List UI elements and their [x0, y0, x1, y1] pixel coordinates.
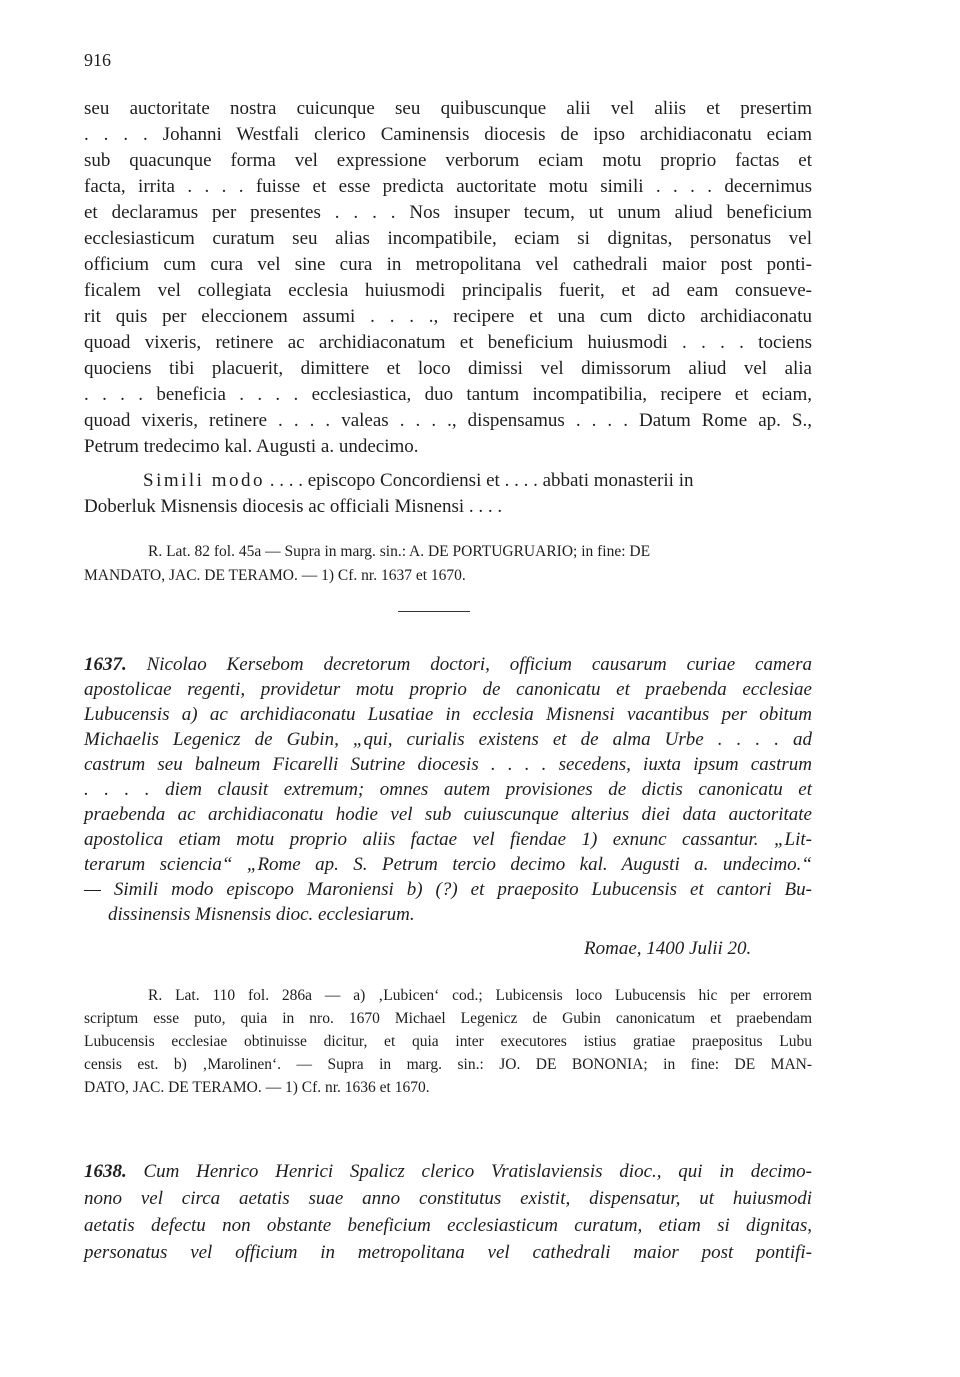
- prev-entry-line: facta, irrita . . . . fuisse et esse predicta auctoritate motu simili . . . . decernimus: [84, 176, 812, 197]
- prev-entry-line: ecclesiasticum curatum seu alias incompatibile, eciam si dignitas, personatus vel: [84, 228, 812, 249]
- simili-line: [143, 469, 693, 493]
- entry-1637-footnote-line: scriptum esse puto, quia in nro. 1670 Michael Legenicz de Gubin canonicatum et praebendam: [84, 1010, 812, 1027]
- prev-entry-line: . . . . beneficia . . . . ecclesiastica, duo tantum incompatibilia, recipere et eciam,: [84, 384, 812, 405]
- simili-spaced: Simili modo: [143, 470, 265, 491]
- simili-rest: . . . . episcopo Concordiensi et . . . . abbati monasterii in: [265, 470, 694, 491]
- entry-1637-line: Michaelis Legenicz de Gubin, „qui, curialis existens et de alma Urbe . . . . ad: [84, 729, 812, 750]
- prev-entry-line: . . . . Johanni Westfali clerico Caminensis diocesis de ipso archidiaconatu eciam: [84, 124, 812, 145]
- entry-1637-line: . . . . diem clausit extremum; omnes autem provisiones de dictis canonicatu et: [84, 779, 812, 800]
- entry-1637-heading: [84, 653, 812, 677]
- prev-entry-line: officium cum cura vel sine cura in metropolitana vel cathedrali maior post ponti-: [84, 254, 812, 275]
- entry-1637-line: terarum sciencia“ „Rome ap. S. Petrum tercio decimo kal. Augusti a. undecimo.“: [84, 854, 812, 875]
- prev-entry-line: sub quacunque forma vel expressione verborum eciam motu proprio factas et: [84, 150, 812, 171]
- entry-1637-line: apostolica etiam motu proprio aliis factae vel fiendae 1) exnunc cassantur. „Lit-: [84, 829, 812, 850]
- prev-entry-line: seu auctoritate nostra cuicunque seu quibuscunque alii vel aliis et presertim: [84, 98, 812, 119]
- separator-rule: [398, 611, 470, 612]
- entry-number: 1637.: [84, 654, 127, 675]
- prev-footnote-line: R. Lat. 82 fol. 45a — Supra in marg. sin.: A. DE PORTUGRUARIO; in fine: DE: [148, 543, 651, 560]
- entry-number: 1638.: [84, 1161, 127, 1182]
- entry-1637-line: praebenda ac archidiaconatu hodie vel sub cuiuscunque alterius diei data auctoritate: [84, 804, 812, 825]
- entry-1637-footnote-line: censis est. b) ‚Marolinen‘. — Supra in marg. sin.: JO. DE BONONIA; in fine: DE MAN-: [84, 1056, 812, 1073]
- entry-1637-line: castrum seu balneum Ficarelli Sutrine diocesis . . . . secedens, iuxta ipsum castrum: [84, 754, 812, 775]
- prev-entry-line: quociens tibi placuerit, dimittere et loco dimissi vel dimissorum aliud vel alia: [84, 358, 812, 379]
- prev-entry-line: Petrum tredecimo kal. Augusti a. undecimo.: [84, 436, 419, 457]
- entry-1637-line: — Simili modo episcopo Maroniensi b) (?) et praeposito Lubucensis et cantori Bu-: [84, 879, 812, 900]
- simili-line-2: Doberluk Misnensis diocesis ac officiali Misnensi . . . .: [84, 496, 503, 517]
- prev-entry-line: quoad vixeris, retinere . . . . valeas . . . ., dispensamus . . . . Datum Rome ap. S.,: [84, 410, 812, 431]
- entry-1638-line: personatus vel officium in metropolitana vel cathedrali maior post pontifi-: [84, 1242, 812, 1263]
- entry-1638-line: nono vel circa aetatis suae anno constitutus existit, dispensatur, ut huiusmodi: [84, 1188, 812, 1209]
- entry-1637-line: Lubucensis a) ac archidiaconatu Lusatiae in ecclesia Misnensi vacantibus per obitum: [84, 704, 812, 725]
- entry-1637-footnote-line: R. Lat. 110 fol. 286a — a) ‚Lubicen‘ cod.; Lubicensis loco Lubucensis hic per errorem: [148, 987, 812, 1004]
- prev-entry-line: ficalem vel collegiata ecclesia huiusmodi principalis fuerit, et ad eam consueve-: [84, 280, 812, 301]
- prev-entry-line: quoad vixeris, retinere ac archidiaconatum et beneficium huiusmodi . . . . tociens: [84, 332, 812, 353]
- entry-1637-line: apostolicae regenti, providetur motu proprio de canonicatu et praebenda ecclesiae: [84, 679, 812, 700]
- entry-1638-heading: [84, 1160, 812, 1184]
- entry-heading-text: Cum Henrico Henrici Spalicz clerico Vratislaviensis dioc., qui in decimo-: [126, 1161, 812, 1182]
- prev-entry-line: et declaramus per presentes . . . . Nos insuper tecum, ut unum aliud beneficium: [84, 202, 812, 223]
- entry-1637-footnote-line: Lubucensis ecclesiae obtinuisse dicitur, et quia inter executores istius gratiae praepositus Lubu: [84, 1033, 812, 1050]
- prev-entry-line: rit quis per eleccionem assumi . . . ., recipere et una cum dicto archidiaconatu: [84, 306, 812, 327]
- entry-heading-text: Nicolao Kersebom decretorum doctori, officium causarum curiae camera: [126, 654, 812, 675]
- prev-footnote-line: MANDATO, JAC. DE TERAMO. — 1) Cf. nr. 1637 et 1670.: [84, 567, 466, 584]
- entry-1637-footnote-line: DATO, JAC. DE TERAMO. — 1) Cf. nr. 1636 et 1670.: [84, 1079, 430, 1096]
- entry-1638-line: aetatis defectu non obstante beneficium ecclesiasticum curatum, etiam si dignitas,: [84, 1215, 812, 1236]
- place-date: Romae, 1400 Julii 20.: [584, 938, 752, 959]
- entry-1637-line: dissinensis Misnensis dioc. ecclesiarum.: [108, 904, 415, 925]
- page-number: 916: [84, 50, 111, 70]
